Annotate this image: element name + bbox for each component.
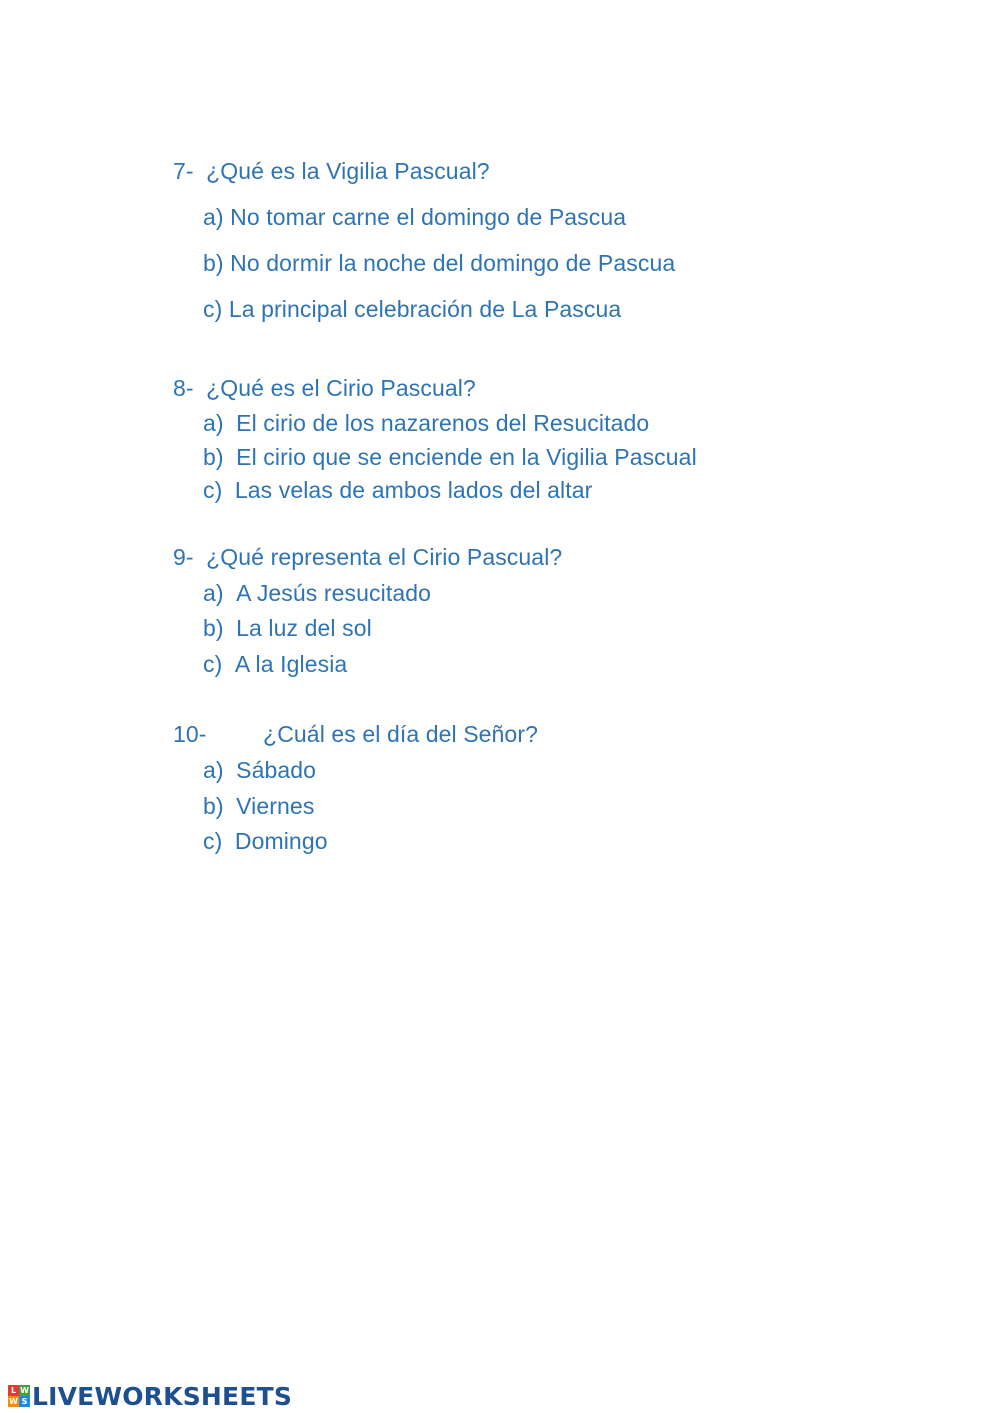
option-letter: a) (203, 410, 224, 436)
option-9b[interactable] (203, 614, 372, 642)
option-7c[interactable] (203, 295, 621, 323)
option-8b[interactable] (203, 443, 697, 471)
logo-tile-w1: W (20, 1386, 29, 1395)
option-8a[interactable] (203, 409, 649, 437)
logo-tile-w2: W (9, 1397, 18, 1406)
question-text: ¿Cuál es el día del Señor? (263, 721, 538, 747)
option-10a[interactable] (203, 756, 316, 784)
option-10b[interactable] (203, 792, 314, 820)
option-7b[interactable] (203, 249, 675, 277)
option-7a[interactable] (203, 203, 626, 231)
brand-name: LIVEWORKSHEETS (32, 1381, 293, 1411)
option-letter: a) (203, 580, 224, 606)
option-10c[interactable] (203, 827, 328, 855)
question-text: ¿Qué es el Cirio Pascual? (206, 375, 476, 401)
option-letter: c) (203, 296, 223, 322)
option-text: No tomar carne el domingo de Pascua (230, 204, 627, 230)
option-text: A Jesús resucitado (236, 580, 432, 606)
question-number: 9- (173, 544, 194, 570)
option-text: Sábado (236, 757, 317, 783)
option-8c[interactable] (203, 476, 592, 504)
option-9a[interactable] (203, 579, 431, 607)
logo-tile-l: L (8, 1385, 19, 1396)
question-8 (173, 374, 476, 402)
question-9 (173, 543, 562, 571)
logo-tile-s: S (19, 1396, 30, 1407)
question-number: 7- (173, 158, 194, 184)
question-number: 8- (173, 375, 194, 401)
liveworksheets-logo-icon (8, 1385, 30, 1407)
option-letter: c) (203, 651, 223, 677)
option-letter: c) (203, 477, 223, 503)
option-letter: c) (203, 828, 223, 854)
option-text: Viernes (236, 793, 315, 819)
option-letter: b) (203, 444, 224, 470)
option-text: Las velas de ambos lados del altar (234, 477, 593, 503)
option-letter: a) (203, 204, 224, 230)
question-7 (173, 157, 490, 185)
question-number: 10- (173, 721, 207, 747)
option-text: Domingo (234, 828, 328, 854)
question-10 (173, 720, 538, 748)
question-text: ¿Qué representa el Cirio Pascual? (206, 544, 563, 570)
liveworksheets-brand[interactable] (8, 1379, 292, 1413)
option-text: El cirio que se enciende en la Vigilia Pascual (236, 444, 697, 470)
question-text: ¿Qué es la Vigilia Pascual? (206, 158, 490, 184)
option-letter: b) (203, 615, 224, 641)
option-letter: b) (203, 793, 224, 819)
option-text: No dormir la noche del domingo de Pascua (230, 250, 676, 276)
option-text: La principal celebración de La Pascua (228, 296, 622, 322)
option-text: La luz del sol (236, 615, 372, 641)
option-letter: b) (203, 250, 224, 276)
option-letter: a) (203, 757, 224, 783)
option-text: A la Iglesia (234, 651, 348, 677)
option-text: El cirio de los nazarenos del Resucitado (236, 410, 650, 436)
option-9c[interactable] (203, 650, 347, 678)
